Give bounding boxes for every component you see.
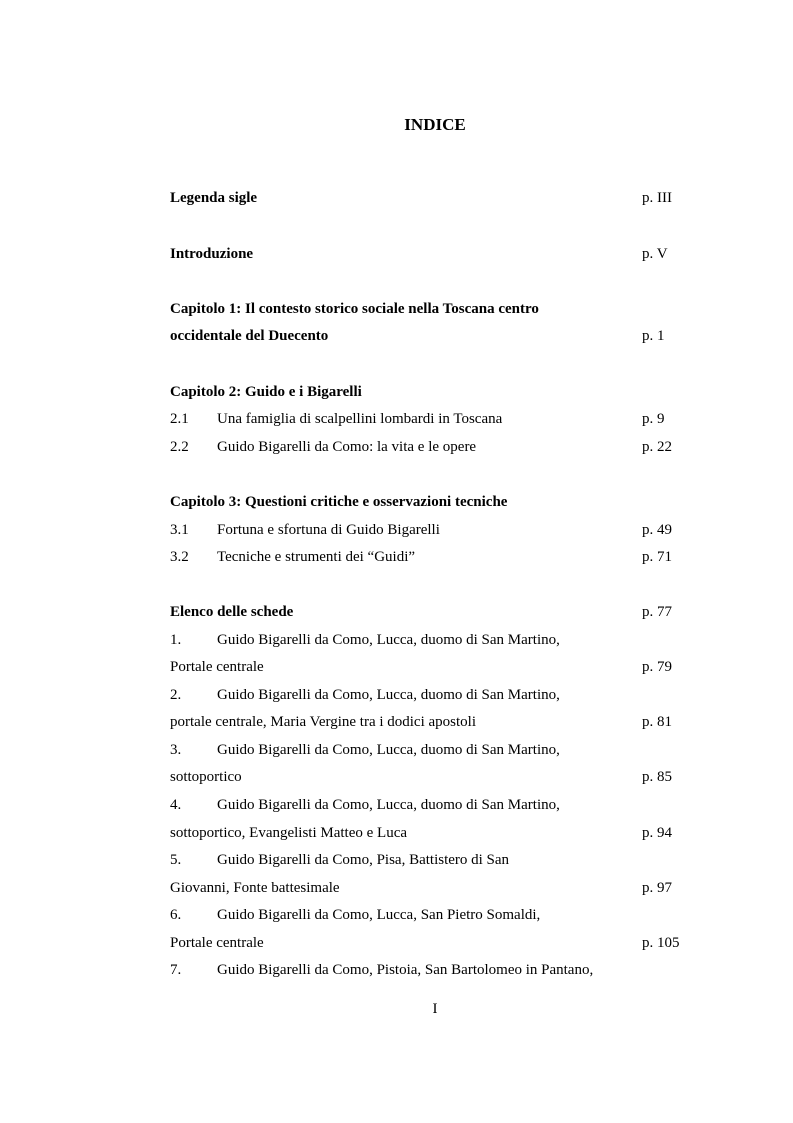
toc-item-text: Guido Bigarelli da Como, Pistoia, San Bartolomeo in Pantano, (217, 962, 594, 978)
toc-item-text: sottoportico (170, 769, 242, 785)
toc-label: Elenco delle schede (170, 604, 294, 620)
toc-label: Capitolo 1: Il contesto storico sociale nella Toscana centro (170, 301, 539, 317)
toc-scheda-line1 (170, 905, 690, 925)
toc-page: p. 22 (642, 439, 672, 455)
toc-item-text: Guido Bigarelli da Como, Lucca, duomo di San Martino, (217, 797, 560, 813)
toc-item-text: Guido Bigarelli da Como, Lucca, San Pietro Somaldi, (217, 907, 541, 923)
toc-page: p. 71 (642, 549, 672, 565)
toc-item-number: 5. (170, 852, 182, 868)
toc-page: p. 77 (642, 604, 672, 620)
toc-item-text: Guido Bigarelli da Como: la vita e le opere (217, 439, 477, 455)
toc-item-text: Tecniche e strumenti dei “Guidi” (217, 549, 416, 565)
toc-item-text: Guido Bigarelli da Como, Lucca, duomo di San Martino, (217, 687, 560, 703)
toc-page: p. 105 (642, 935, 680, 951)
toc-item-text: Portale centrale (170, 935, 264, 951)
toc-scheda-line1 (170, 795, 690, 815)
toc-chapter-1-line2 (170, 326, 690, 346)
toc-item-text: Guido Bigarelli da Como, Lucca, duomo di San Martino, (217, 742, 560, 758)
toc-page: p. III (642, 190, 672, 206)
toc-scheda-line2 (170, 878, 690, 898)
toc-item-number: 3.1 (170, 522, 189, 538)
toc-item-number: 2.1 (170, 411, 189, 427)
toc-scheda-line1 (170, 850, 690, 870)
toc-chapter-2-heading (170, 382, 690, 402)
toc-scheda-line2 (170, 767, 690, 787)
toc-entry-legenda (170, 188, 690, 208)
toc-page: p. 49 (642, 522, 672, 538)
toc-item-text: portale centrale, Maria Vergine tra i dodici apostoli (170, 714, 477, 730)
toc-page: p. 79 (642, 659, 672, 675)
toc-item-text: sottoportico, Evangelisti Matteo e Luca (170, 825, 408, 841)
page-number: I (432, 1001, 438, 1017)
toc-item (170, 437, 690, 457)
toc-item-number: 6. (170, 907, 182, 923)
toc-item (170, 409, 690, 429)
toc-item-number: 7. (170, 962, 182, 978)
toc-label: Introduzione (170, 246, 254, 262)
toc-scheda-line2 (170, 712, 690, 732)
toc-item-text: Fortuna e sfortuna di Guido Bigarelli (217, 522, 440, 538)
toc-scheda-line1 (170, 740, 690, 760)
toc-item-text: Portale centrale (170, 659, 264, 675)
toc-page: p. 94 (642, 825, 672, 841)
toc-item-number: 4. (170, 797, 182, 813)
toc-item-number: 3.2 (170, 549, 189, 565)
toc-item-number: 1. (170, 632, 182, 648)
toc-item-text: Una famiglia di scalpellini lombardi in Toscana (217, 411, 503, 427)
toc-scheda-line2 (170, 823, 690, 843)
toc-item-number: 2.2 (170, 439, 189, 455)
toc-page: p. 1 (642, 328, 665, 344)
toc-entry-introduzione (170, 244, 690, 264)
toc-label: Legenda sigle (170, 190, 258, 206)
toc-label: Capitolo 2: Guido e i Bigarelli (170, 384, 362, 400)
toc-scheda-line2 (170, 657, 690, 677)
toc-item-text: Guido Bigarelli da Como, Pisa, Battistero di San (217, 852, 510, 868)
toc-scheda-line2 (170, 933, 690, 953)
toc-item-text: Giovanni, Fonte battesimale (170, 880, 340, 896)
toc-chapter-1-line1 (170, 299, 690, 319)
toc-chapter-3-heading (170, 492, 690, 512)
toc-scheda-line1 (170, 960, 690, 980)
toc-item-text: Guido Bigarelli da Como, Lucca, duomo di San Martino, (217, 632, 560, 648)
toc-item (170, 520, 690, 540)
toc-label: occidentale del Duecento (170, 328, 329, 344)
toc-page: p. V (642, 246, 668, 262)
toc-page: p. 81 (642, 714, 672, 730)
toc-page: p. 9 (642, 411, 665, 427)
toc-scheda-line1 (170, 630, 690, 650)
toc-item-number: 3. (170, 742, 182, 758)
toc-item-number: 2. (170, 687, 182, 703)
page-title: INDICE (404, 115, 466, 134)
toc-schede-heading (170, 602, 690, 622)
toc-item (170, 547, 690, 567)
toc-page: p. 97 (642, 880, 672, 896)
toc-page: p. 85 (642, 769, 672, 785)
toc-label: Capitolo 3: Questioni critiche e osservazioni tecniche (170, 494, 508, 510)
toc-scheda-line1 (170, 685, 690, 705)
